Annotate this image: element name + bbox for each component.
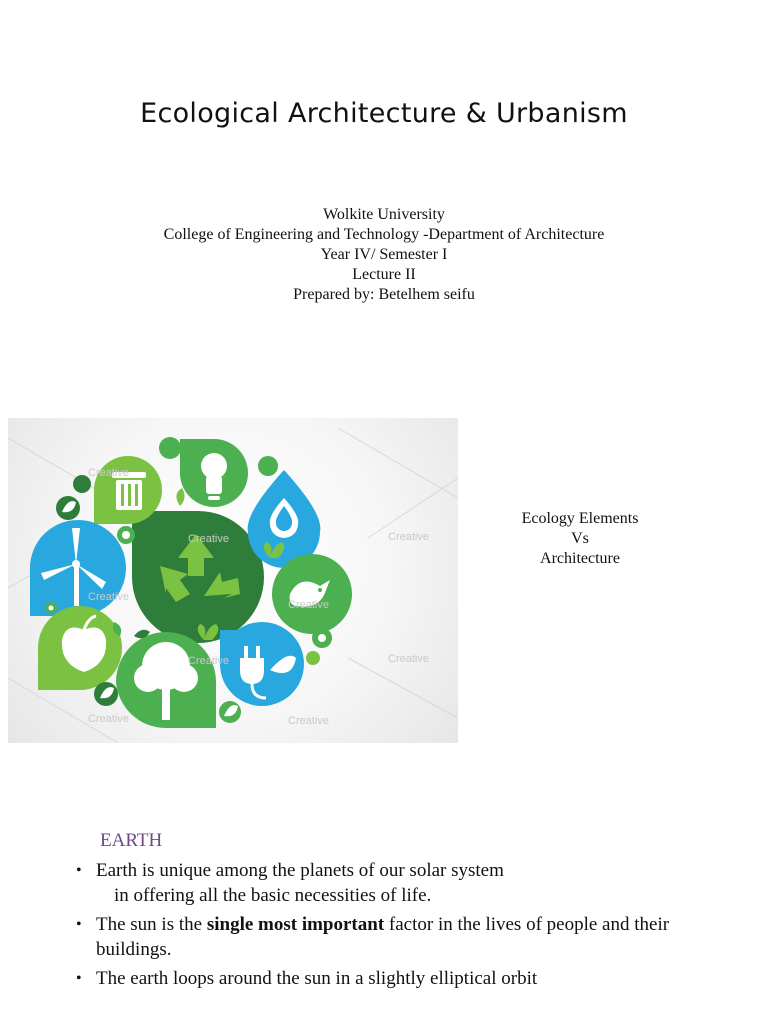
watermark-text: Creative xyxy=(388,653,429,665)
apple-icon xyxy=(38,606,122,690)
bullet-icon: • xyxy=(76,970,82,987)
watermark-text: Creative xyxy=(288,715,329,727)
list-item xyxy=(76,858,736,908)
section-heading-earth: EARTH xyxy=(100,830,163,851)
bullet-bold-text: single most important xyxy=(206,914,385,935)
watermark-text: Creative xyxy=(88,467,129,479)
college-department: College of Engineering and Technology -Department of Architecture xyxy=(163,226,605,243)
light-bulb-icon xyxy=(180,439,248,507)
recycle-icon xyxy=(132,511,264,643)
university-name: Wolkite University xyxy=(323,206,445,223)
watermark-text: Creative xyxy=(188,655,229,667)
caption-line: Architecture xyxy=(540,550,620,567)
caption-line: Ecology Elements xyxy=(521,510,639,527)
figure-caption xyxy=(480,509,680,569)
bullet-text: Earth is unique among the planets of our solar system xyxy=(96,860,504,881)
watermark-text: Creative xyxy=(188,533,229,545)
slide-title: Ecological Architecture & Urbanism xyxy=(140,98,628,129)
bullet-text: in offering all the basic necessities of life. xyxy=(114,885,432,906)
watermark-text: Creative xyxy=(88,591,129,603)
bullet-text: The earth loops around the sun in a slightly elliptical orbit xyxy=(96,968,538,989)
list-item xyxy=(76,912,736,962)
subtitle-block xyxy=(0,205,768,305)
bullet-text: factor in the lives of people and their buildings. xyxy=(96,914,670,960)
bullet-text: The sun is the xyxy=(96,914,207,935)
watermark-text: Creative xyxy=(388,531,429,543)
author-line: Prepared by: Betelhem seifu xyxy=(293,286,475,303)
tree-icon xyxy=(116,632,216,728)
list-item xyxy=(76,966,736,991)
water-drop-icon xyxy=(248,470,321,568)
ecology-infographic xyxy=(8,418,458,743)
bullet-icon: • xyxy=(76,862,82,879)
watermark-text: Creative xyxy=(288,599,329,611)
bullet-icon: • xyxy=(76,916,82,933)
caption-line: Vs xyxy=(571,530,589,547)
year-semester: Year IV/ Semester I xyxy=(320,246,448,263)
lecture-number: Lecture II xyxy=(352,266,416,283)
plug-leaf-icon xyxy=(220,622,304,706)
bird-icon xyxy=(272,554,352,634)
earth-bullet-list xyxy=(76,858,736,995)
watermark-text: Creative xyxy=(88,713,129,725)
